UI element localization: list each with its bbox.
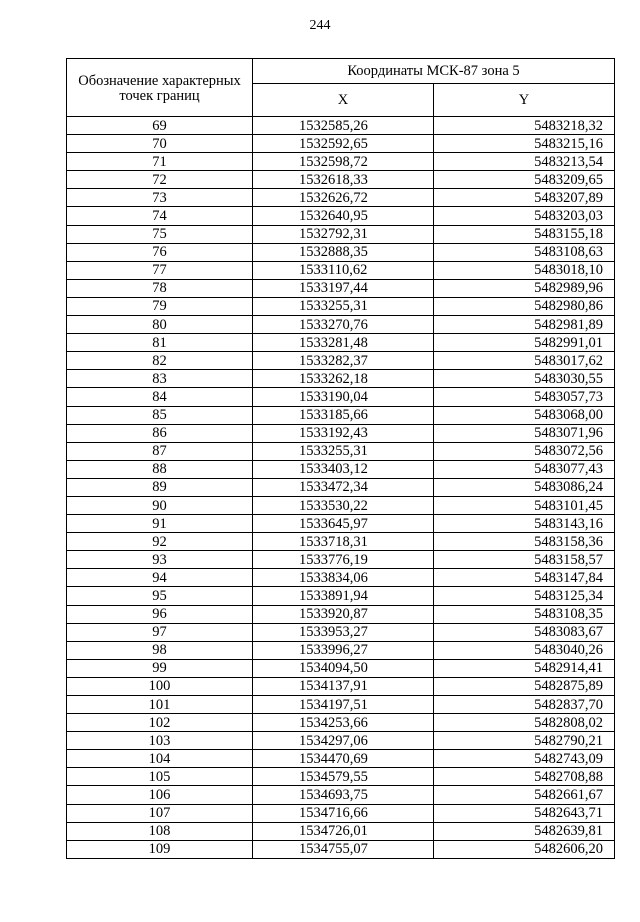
- x-coordinate-cell: 1533645,97: [253, 515, 434, 533]
- x-coordinate-cell: 1532592,65: [253, 135, 434, 153]
- x-coordinate-cell: 1534693,75: [253, 786, 434, 804]
- x-coordinate-cell: 1533185,66: [253, 406, 434, 424]
- point-cell: 101: [67, 696, 253, 714]
- x-coordinate-cell: 1533262,18: [253, 370, 434, 388]
- table-row: [67, 750, 615, 768]
- point-cell: 104: [67, 750, 253, 768]
- table-row: [67, 279, 615, 297]
- y-coordinate-cell: 5483207,89: [434, 189, 615, 207]
- header-point-designation: Обозначение характерных точек границ: [67, 59, 253, 117]
- y-coordinate-cell: 5483086,24: [434, 478, 615, 496]
- table-row: [67, 207, 615, 225]
- table-row: [67, 677, 615, 695]
- point-cell: 93: [67, 551, 253, 569]
- y-coordinate-cell: 5483018,10: [434, 261, 615, 279]
- table-row: [67, 460, 615, 478]
- x-coordinate-cell: 1534470,69: [253, 750, 434, 768]
- table-row: [67, 478, 615, 496]
- point-cell: 76: [67, 243, 253, 261]
- y-coordinate-cell: 5482639,81: [434, 822, 615, 840]
- point-cell: 92: [67, 533, 253, 551]
- y-coordinate-cell: 5483083,67: [434, 623, 615, 641]
- coordinates-table: [66, 58, 615, 859]
- y-coordinate-cell: 5482808,02: [434, 714, 615, 732]
- point-cell: 103: [67, 732, 253, 750]
- x-coordinate-cell: 1533891,94: [253, 587, 434, 605]
- x-coordinate-cell: 1534726,01: [253, 822, 434, 840]
- table-row: [67, 587, 615, 605]
- point-cell: 75: [67, 225, 253, 243]
- x-coordinate-cell: 1532618,33: [253, 171, 434, 189]
- y-coordinate-cell: 5482981,89: [434, 316, 615, 334]
- point-cell: 84: [67, 388, 253, 406]
- point-cell: 105: [67, 768, 253, 786]
- table-row: [67, 442, 615, 460]
- x-coordinate-cell: 1533192,43: [253, 424, 434, 442]
- y-coordinate-cell: 5482743,09: [434, 750, 615, 768]
- point-cell: 95: [67, 587, 253, 605]
- table-row: [67, 605, 615, 623]
- y-coordinate-cell: 5482989,96: [434, 279, 615, 297]
- table-row: [67, 840, 615, 858]
- y-coordinate-cell: 5483101,45: [434, 496, 615, 514]
- y-coordinate-cell: 5482708,88: [434, 768, 615, 786]
- x-coordinate-cell: 1534197,51: [253, 696, 434, 714]
- y-coordinate-cell: 5482980,86: [434, 297, 615, 315]
- table-row: [67, 533, 615, 551]
- table-row: [67, 515, 615, 533]
- table-row: [67, 370, 615, 388]
- y-coordinate-cell: 5482875,89: [434, 677, 615, 695]
- table-row: [67, 153, 615, 171]
- y-coordinate-cell: 5483068,00: [434, 406, 615, 424]
- table-header: [67, 59, 615, 117]
- point-cell: 81: [67, 334, 253, 352]
- header-x: X: [253, 84, 434, 117]
- point-cell: 100: [67, 677, 253, 695]
- x-coordinate-cell: 1533834,06: [253, 569, 434, 587]
- y-coordinate-cell: 5483030,55: [434, 370, 615, 388]
- table-row: [67, 316, 615, 334]
- y-coordinate-cell: 5483057,73: [434, 388, 615, 406]
- point-cell: 80: [67, 316, 253, 334]
- x-coordinate-cell: 1532598,72: [253, 153, 434, 171]
- point-cell: 82: [67, 352, 253, 370]
- table-row: [67, 117, 615, 135]
- y-coordinate-cell: 5483158,36: [434, 533, 615, 551]
- table-row: [67, 641, 615, 659]
- x-coordinate-cell: 1533190,04: [253, 388, 434, 406]
- point-cell: 78: [67, 279, 253, 297]
- table-row: [67, 732, 615, 750]
- y-coordinate-cell: 5482661,67: [434, 786, 615, 804]
- table-row: [67, 388, 615, 406]
- table-row: [67, 569, 615, 587]
- x-coordinate-cell: 1533472,34: [253, 478, 434, 496]
- point-cell: 77: [67, 261, 253, 279]
- x-coordinate-cell: 1533255,31: [253, 442, 434, 460]
- point-cell: 109: [67, 840, 253, 858]
- x-coordinate-cell: 1534137,91: [253, 677, 434, 695]
- x-coordinate-cell: 1534253,66: [253, 714, 434, 732]
- table-row: [67, 171, 615, 189]
- point-cell: 108: [67, 822, 253, 840]
- y-coordinate-cell: 5483071,96: [434, 424, 615, 442]
- table-row: [67, 424, 615, 442]
- table-row: [67, 243, 615, 261]
- x-coordinate-cell: 1533718,31: [253, 533, 434, 551]
- header-coordinates-group: Координаты МСК-87 зона 5: [253, 59, 615, 84]
- x-coordinate-cell: 1533530,22: [253, 496, 434, 514]
- y-coordinate-cell: 5482790,21: [434, 732, 615, 750]
- point-cell: 83: [67, 370, 253, 388]
- y-coordinate-cell: 5483158,57: [434, 551, 615, 569]
- point-cell: 87: [67, 442, 253, 460]
- x-coordinate-cell: 1534579,55: [253, 768, 434, 786]
- table-row: [67, 261, 615, 279]
- header-row-top: [67, 59, 615, 84]
- point-cell: 74: [67, 207, 253, 225]
- y-coordinate-cell: 5483108,63: [434, 243, 615, 261]
- point-cell: 70: [67, 135, 253, 153]
- point-cell: 90: [67, 496, 253, 514]
- x-coordinate-cell: 1532792,31: [253, 225, 434, 243]
- x-coordinate-cell: 1534094,50: [253, 659, 434, 677]
- table-row: [67, 768, 615, 786]
- point-cell: 96: [67, 605, 253, 623]
- x-coordinate-cell: 1533403,12: [253, 460, 434, 478]
- y-coordinate-cell: 5483213,54: [434, 153, 615, 171]
- point-cell: 88: [67, 460, 253, 478]
- point-cell: 79: [67, 297, 253, 315]
- x-coordinate-cell: 1533920,87: [253, 605, 434, 623]
- page-number: 244: [309, 18, 331, 33]
- point-cell: 89: [67, 478, 253, 496]
- y-coordinate-cell: 5483040,26: [434, 641, 615, 659]
- table-row: [67, 496, 615, 514]
- x-coordinate-cell: 1532626,72: [253, 189, 434, 207]
- table-row: [67, 334, 615, 352]
- point-cell: 107: [67, 804, 253, 822]
- x-coordinate-cell: 1532888,35: [253, 243, 434, 261]
- y-coordinate-cell: 5482914,41: [434, 659, 615, 677]
- table-row: [67, 225, 615, 243]
- table-row: [67, 135, 615, 153]
- table-row: [67, 352, 615, 370]
- x-coordinate-cell: 1534716,66: [253, 804, 434, 822]
- table-row: [67, 659, 615, 677]
- y-coordinate-cell: 5483108,35: [434, 605, 615, 623]
- x-coordinate-cell: 1533197,44: [253, 279, 434, 297]
- y-coordinate-cell: 5483215,16: [434, 135, 615, 153]
- y-coordinate-cell: 5483077,43: [434, 460, 615, 478]
- y-coordinate-cell: 5483218,32: [434, 117, 615, 135]
- point-cell: 91: [67, 515, 253, 533]
- y-coordinate-cell: 5483155,18: [434, 225, 615, 243]
- x-coordinate-cell: 1534755,07: [253, 840, 434, 858]
- point-cell: 86: [67, 424, 253, 442]
- y-coordinate-cell: 5483125,34: [434, 587, 615, 605]
- table-row: [67, 714, 615, 732]
- y-coordinate-cell: 5482606,20: [434, 840, 615, 858]
- y-coordinate-cell: 5482991,01: [434, 334, 615, 352]
- point-cell: 94: [67, 569, 253, 587]
- point-cell: 85: [67, 406, 253, 424]
- table-row: [67, 551, 615, 569]
- y-coordinate-cell: 5483203,03: [434, 207, 615, 225]
- x-coordinate-cell: 1532640,95: [253, 207, 434, 225]
- x-coordinate-cell: 1533996,27: [253, 641, 434, 659]
- x-coordinate-cell: 1533270,76: [253, 316, 434, 334]
- table-row: [67, 189, 615, 207]
- point-cell: 71: [67, 153, 253, 171]
- y-coordinate-cell: 5482837,70: [434, 696, 615, 714]
- x-coordinate-cell: 1533110,62: [253, 261, 434, 279]
- table-row: [67, 804, 615, 822]
- table-row: [67, 297, 615, 315]
- y-coordinate-cell: 5483072,56: [434, 442, 615, 460]
- point-cell: 73: [67, 189, 253, 207]
- header-y: Y: [434, 84, 615, 117]
- table-row: [67, 406, 615, 424]
- x-coordinate-cell: 1533255,31: [253, 297, 434, 315]
- x-coordinate-cell: 1533776,19: [253, 551, 434, 569]
- point-cell: 98: [67, 641, 253, 659]
- point-cell: 106: [67, 786, 253, 804]
- x-coordinate-cell: 1533953,27: [253, 623, 434, 641]
- y-coordinate-cell: 5483143,16: [434, 515, 615, 533]
- y-coordinate-cell: 5483147,84: [434, 569, 615, 587]
- table-row: [67, 696, 615, 714]
- table-row: [67, 786, 615, 804]
- table-body: [67, 117, 615, 859]
- y-coordinate-cell: 5482643,71: [434, 804, 615, 822]
- y-coordinate-cell: 5483017,62: [434, 352, 615, 370]
- table-row: [67, 623, 615, 641]
- x-coordinate-cell: 1534297,06: [253, 732, 434, 750]
- point-cell: 102: [67, 714, 253, 732]
- x-coordinate-cell: 1533281,48: [253, 334, 434, 352]
- y-coordinate-cell: 5483209,65: [434, 171, 615, 189]
- point-cell: 72: [67, 171, 253, 189]
- x-coordinate-cell: 1532585,26: [253, 117, 434, 135]
- x-coordinate-cell: 1533282,37: [253, 352, 434, 370]
- point-cell: 69: [67, 117, 253, 135]
- point-cell: 97: [67, 623, 253, 641]
- point-cell: 99: [67, 659, 253, 677]
- table-row: [67, 822, 615, 840]
